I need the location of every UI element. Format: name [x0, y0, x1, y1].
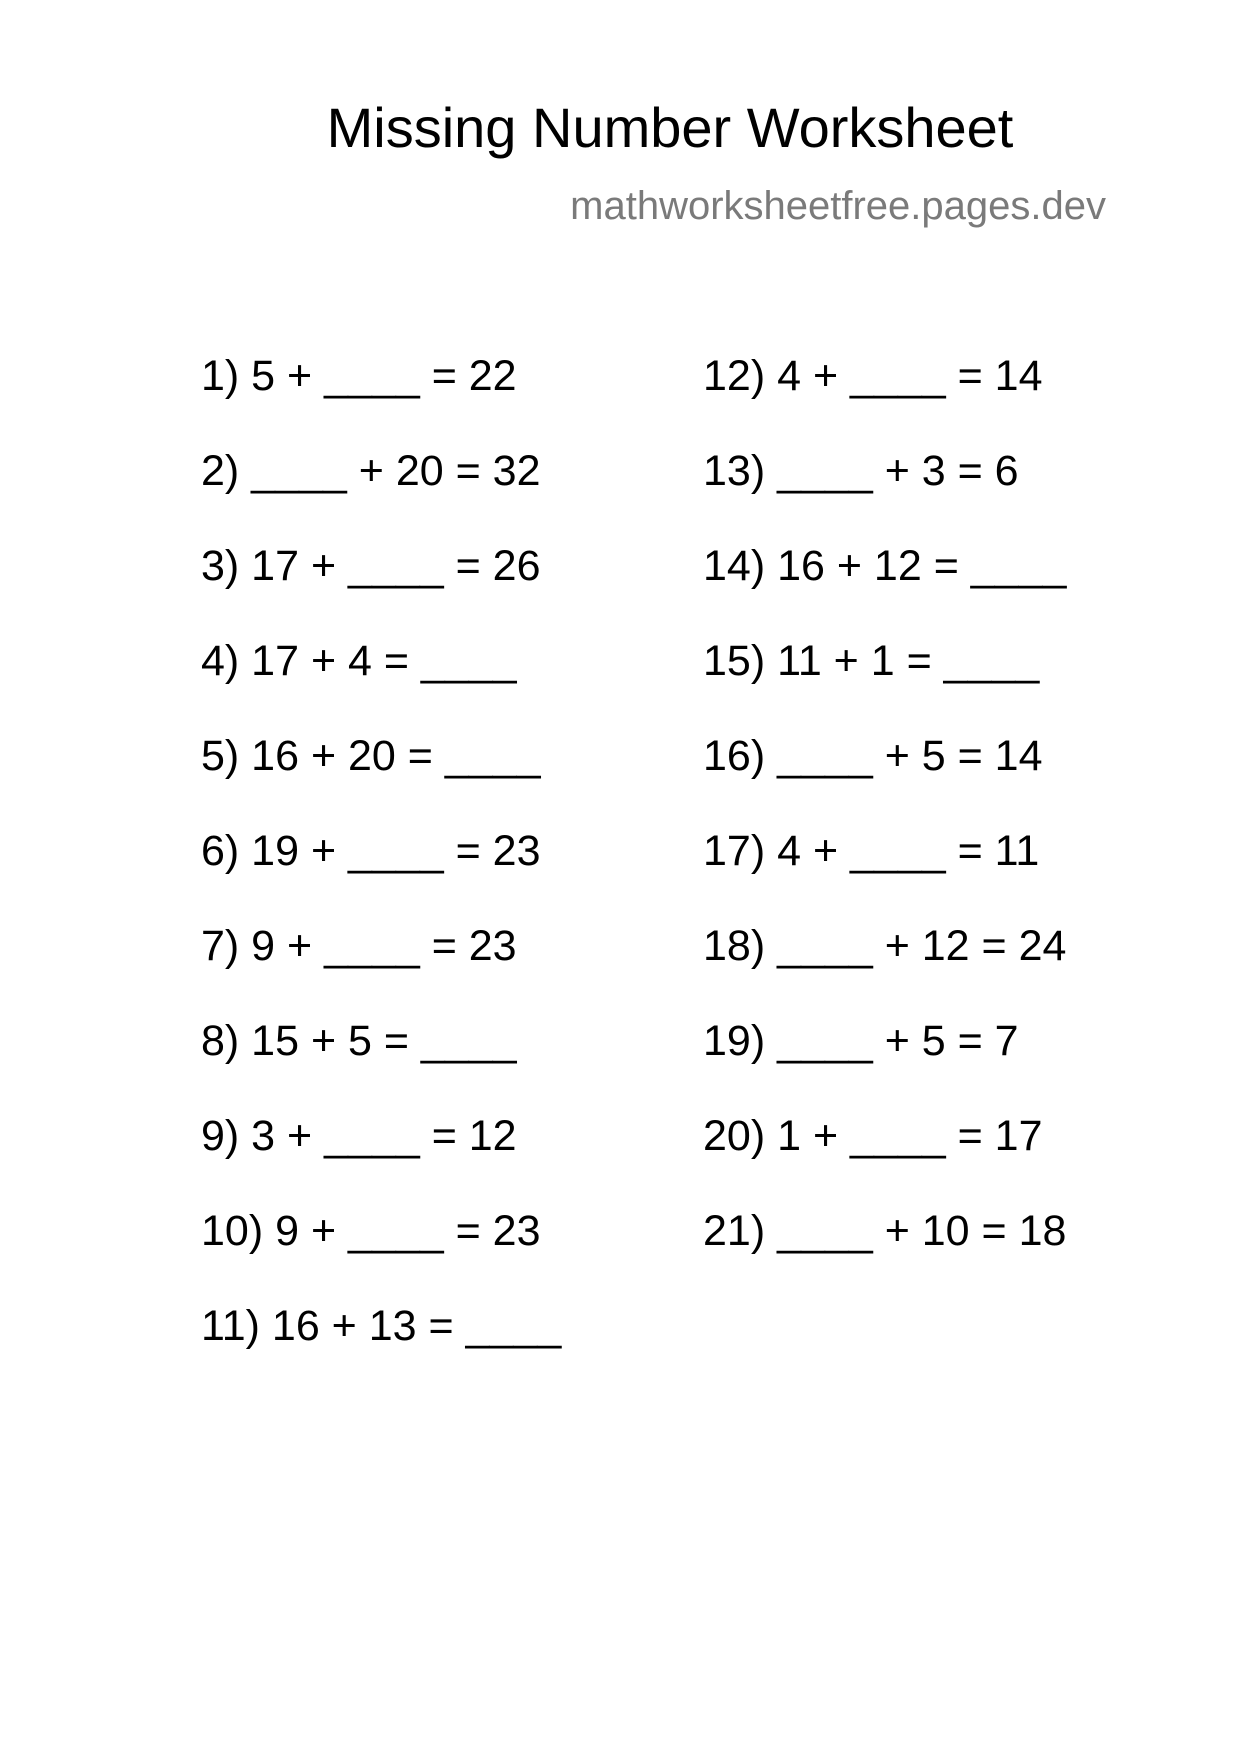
- problem-9: 9) 3 + ____ = 12: [201, 1112, 517, 1160]
- problem-19: 19) ____ + 5 = 7: [703, 1017, 1019, 1065]
- problem-15: 15) 11 + 1 = ____: [703, 637, 1040, 685]
- problem-4: 4) 17 + 4 = ____: [201, 637, 517, 685]
- problems-column-left: [201, 350, 561, 1395]
- page-title: Missing Number Worksheet: [326, 96, 1014, 159]
- problem-21: 21) ____ + 10 = 18: [703, 1207, 1067, 1255]
- problem-2: 2) ____ + 20 = 32: [201, 447, 541, 495]
- problem-12: 12) 4 + ____ = 14: [703, 352, 1043, 400]
- problem-14: 14) 16 + 12 = ____: [703, 542, 1067, 590]
- problem-18: 18) ____ + 12 = 24: [703, 922, 1067, 970]
- problem-10: 10) 9 + ____ = 23: [201, 1207, 541, 1255]
- problem-6: 6) 19 + ____ = 23: [201, 827, 541, 875]
- problem-17: 17) 4 + ____ = 11: [703, 827, 1040, 875]
- problem-16: 16) ____ + 5 = 14: [703, 732, 1043, 780]
- problem-8: 8) 15 + 5 = ____: [201, 1017, 517, 1065]
- problem-20: 20) 1 + ____ = 17: [703, 1112, 1043, 1160]
- problems-column-right: [703, 350, 1066, 1300]
- source-url: mathworksheetfree.pages.dev: [570, 184, 1106, 228]
- problem-5: 5) 16 + 20 = ____: [201, 732, 541, 780]
- problem-11: 11) 16 + 13 = ____: [201, 1302, 562, 1350]
- problem-13: 13) ____ + 3 = 6: [703, 447, 1019, 495]
- problem-7: 7) 9 + ____ = 23: [201, 922, 517, 970]
- problem-3: 3) 17 + ____ = 26: [201, 542, 541, 590]
- problem-1: 1) 5 + ____ = 22: [201, 352, 517, 400]
